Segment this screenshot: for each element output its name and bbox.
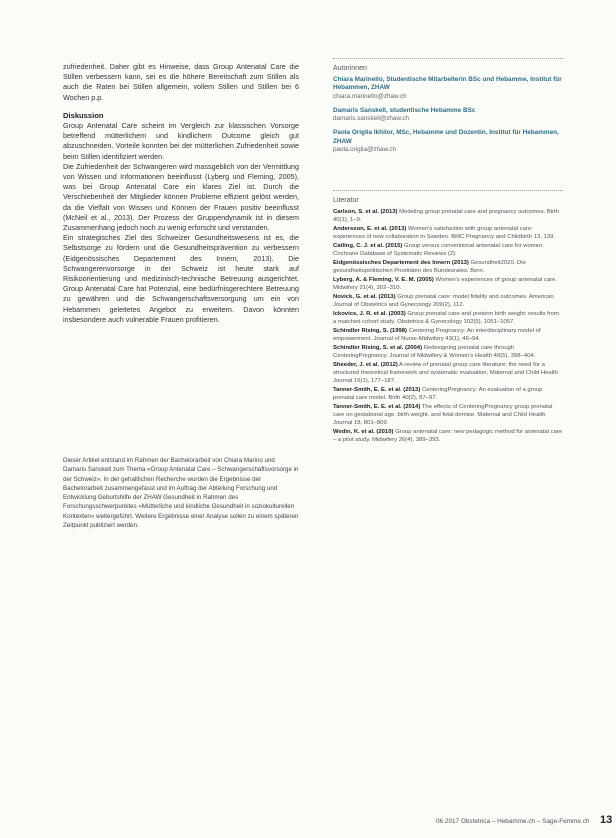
discussion-paragraph-2: Die Zufriedenheit der Schwangeren wird massgeblich von der Vermittlung von Wissen und Informationen beeinflusst (Lyberg und Fleming, 2005), was bei Group Antenatal Care ein klares Ziel ist. Durch die Verschiebenheit der Mitglieder können Probleme effizient gelöst werden, da die Vielfalt von Wissen und Können der Frauen positiv beeinflusst (McNeil et al., 2013). Der Prozess der Gruppendynamik ist in diesem Zusammenhang jedoch noch zu wenig erforscht und verstanden. (63, 161, 299, 233)
reference-author: Ickovics, J. R. et al. (2003) (333, 311, 406, 318)
reference-text: Group antenatal care: new pedagogic method for antenatal care – a pilot study. Midwifery 26(4), 389–393. (333, 429, 563, 444)
reference-item (333, 293, 563, 309)
author-email[interactable]: paola.origlia@zhaw.ch (333, 146, 397, 154)
reference-text: Group prenatal care: model fidelity and outcomes. American Journal of Obstetrics and Gynecology 209(2), 112. (333, 294, 554, 309)
reference-author: Tanner-Smith, E. E. et al. (2013) (333, 387, 421, 394)
reference-text: A review of prenatal group care literature: the need for a structured theoretical framework and systematic evaluation. Maternal and Child Health Journal 16(1), 177–187. (333, 362, 558, 385)
page-number: 13 (600, 814, 613, 826)
discussion-heading: Diskussion (63, 110, 104, 120)
references-title: Literatur (333, 197, 359, 205)
reference-author: Schindler Rising, S. (1998) (333, 328, 407, 335)
reference-text: Group prenatal care and preterm birth weight: results from a matched cohort study. Obstetrics & Gynecology 102(5), 1051–1057. (333, 311, 559, 326)
reference-author: Lyberg, A. & Fleming, V. E. M. (2005) (333, 277, 434, 284)
author-entry (333, 129, 563, 154)
reference-item (333, 403, 563, 427)
reference-item (333, 344, 563, 360)
reference-author: Sheeder, J. et al. (2012) (333, 362, 398, 369)
section-divider (333, 190, 563, 191)
reference-item (333, 428, 563, 444)
journal-issue-footer: 06 2017 Obstetrica – Hebamme.ch – Sage-Femme.ch (436, 818, 590, 825)
reference-author: Wedin, K. et al. (2010) (333, 429, 394, 436)
author-name: Damaris Sanskell, studentische Hebamme BSc (333, 106, 476, 114)
reference-text: Gesundheit2020. Die gesundheitspolitischen Prioritäten des Bundesrates. Bern. (333, 260, 526, 275)
reference-text: Women's experiences of group antenatal care. Midwifery 21(4), 302–310. (333, 277, 557, 292)
section-divider (333, 58, 563, 59)
reference-text: The effects of CenteringPregnancy group prenatal care on gestational age, birth weight, and fetal demise. Maternal and Child Health Journal 18, 801–809. (333, 404, 553, 427)
reference-item (333, 310, 563, 326)
reference-list (333, 208, 563, 444)
reference-author: Eidgenössisches Departement des Innern (2013) (333, 260, 469, 267)
article-footnote: Dieser Artikel entstand im Rahmen der Bachelorarbeit von Chiara Marino und Damaris Sanskell zum Thema «Group Antenatal Care – Schwangerschaftsvorsorge in der Schweiz». In der gehaltlichen Recherche wurden die Ergebnisse der Bachelorarbeit zusammengefasst und im Auftrag der Abteilung Forschung und Entwicklung Geburtshilfe der ZHAW Gesundheit in Rahmen des Forschungsschwerpunktes «Mütterliche und kindliche Gesundheit in soziokulturellen Kontexten» weitergeführt. Weitere Ergebnisse einer Analyse sollen zu einem späteren Zeitpunkt publiziert werden. (63, 457, 299, 530)
intro-paragraph: zufriedenheit. Daher gibt es Hinweise, dass Group Antenatal Care die Stillen verbessern kann, sei es die höhere Bereitschaft zum Stillen als auch die Raten bei Stillen allgemein, vollem Stillen und Stillen bei 6 Wochen p.p. (63, 62, 299, 102)
reference-text: Group versus conventional antenatal care for women. Cochrane Database of Systematic Reviews (2). (333, 243, 544, 258)
reference-item (333, 361, 563, 385)
reference-item (333, 327, 563, 343)
author-email[interactable]: chiara.marinello@zhaw.ch (333, 92, 407, 100)
discussion-paragraph-1: Group Antenatal Care scheint im Vergleich zur klassischen Vorsorge betreffend mütterlichem und kindlichem Outcome gleich gut abzuschneiden. Vorteile konnten bei der mütterlichen Zufriedenheit sowie beim Stillen identifiziert werden. (63, 121, 299, 161)
author-name: Chiara Marinello, Studentische Mitarbeiterin BSc und Hebamme, Institut für Hebammen, ZHAW (333, 76, 562, 92)
reference-author: Carlson, S. et al. (2013) (333, 209, 398, 216)
reference-text: CenteringPregnancy: An evaluation of a group prenatal care model. Birth 40(2), 87–97. (333, 387, 543, 402)
author-entry (333, 107, 563, 124)
authors-title: Autorinnen (333, 65, 367, 72)
reference-item (333, 242, 563, 258)
reference-text: Women's satisfaction with group antenatal care: experiences of new collaboration in Sweden. BMC Pregnancy and Childbirth 13, 139. (333, 226, 556, 241)
discussion-paragraph-3: Ein strategisches Ziel des Schweizer Gesundheitswesens ist es, die Selbstsorge zu fördern und die Gesundheitsprävention zu verbessern (Eidgenössisches Departement des Innern, 2013). Die Schwangerenvorsorge in der Schweiz ist heute stark auf Risikoorientierung und medizinisch-technische Betreuung ausgerichtet. Group Antenatal Care hat Potenzial, eine bedürfnisgerechtere Betreuung zu gewähren und die Schwangerschaftsversorgung um ein von Hebammen geleitetes Angebot zu erweitern. Davon könnten insbesondere auch vulnerable Frauen profitieren. (63, 233, 299, 324)
reference-author: Schindler Rising, S. et al. (2004) (333, 345, 423, 352)
author-name: Paola Origlia Ikhilor, MSc, Hebamme und Dozentin, Institut für Hebammen, ZHAW (333, 129, 559, 145)
sidebar-column (333, 58, 563, 445)
author-entry (333, 76, 563, 101)
reference-author: Catling, C. J. et al. (2015) (333, 243, 403, 250)
reference-author: Novick, G. et al. (2013) (333, 294, 396, 301)
reference-item (333, 259, 563, 275)
reference-item (333, 225, 563, 241)
reference-item (333, 208, 563, 224)
reference-text: Redesigning prenatal care through CenteringPregnancy. Journal of Midwifery & Women's Health 49(5), 398–404. (333, 345, 536, 360)
author-email[interactable]: damaris.sanskell@zhaw.ch (333, 115, 410, 123)
reference-author: Tanner-Smith, E. E. et al. (2014) (333, 404, 421, 411)
reference-item (333, 386, 563, 402)
reference-text: Centering Pregnancy: An interdisciplinary model of empowerment. Journal of Nurse-Midwifery 43(1), 46–54. (333, 328, 541, 343)
reference-item (333, 276, 563, 292)
main-text-column (63, 62, 299, 325)
reference-text: Modeling group prenatal care and pregnancy outcomes. Birth 40(1), 1–9. (333, 209, 559, 224)
reference-author: Andersson, E. et al. (2013) (333, 226, 407, 233)
